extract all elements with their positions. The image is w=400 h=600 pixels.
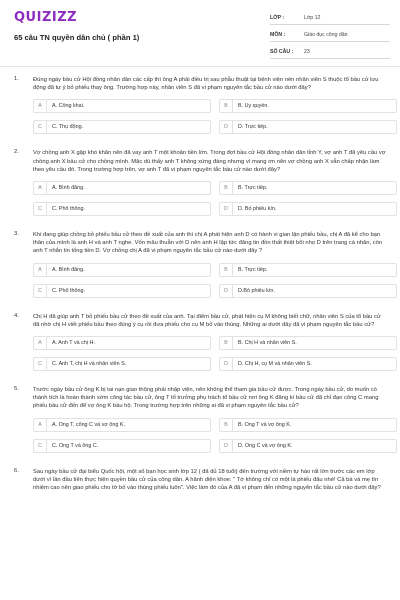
option-text: D. Chị H, cụ M và nhân viên S. — [238, 361, 312, 368]
option-letter: C — [34, 285, 47, 297]
question-1 — [0, 76, 400, 134]
worksheet-meta — [270, 12, 390, 63]
question-text: Trước ngày bầu cử ông K bị tai nạn giao thông phải nhập viện, nên không thể tham gia bầu cử được. Trong ngày bầu cử, do muốn có thành tích là hoàn thành sớm công tác bầu cử, ông T tổ trưởng phụ trách tổ bầu cử nơi ông K đăng kí bầu cử đã chỉ đạo công C mang phiếu bầu cử đến để vợ ông K bầu hộ. Trong trường hợp trên những ai đã vi phạm nguyên tắc bầu cử? — [33, 387, 379, 410]
question-number: 6. — [14, 467, 19, 474]
option-text: A. Công khai. — [52, 103, 85, 110]
question-text: Khi đang giúp chồng bỏ phiếu bầu cử theo đề xuất của anh thì chị A phát hiện anh D có hành vi gian lận phiếu bầu, chị A đã kể cho bạn thân của mình là anh H và anh T nghe. Vốn mâu thuẫn với D nên anh H lập tức đăng tin đồn thất thiệt bôi nhọ D trên trang cá nhân, còn anh T nhắn tin tống tiền D. Vợ chồng chị A đã vi phạm nguyên tắc bầu cử nào dưới đây ? — [33, 232, 383, 255]
question-number: 3. — [14, 231, 19, 238]
option-text: B. Ông T và vợ ông K. — [238, 421, 292, 428]
option-letter: B — [220, 264, 233, 276]
option-letter: D — [220, 440, 233, 452]
question-5 — [0, 386, 400, 453]
option-text: B. Trực tiếp. — [238, 266, 268, 273]
option-text: A. Bình đẳng. — [52, 266, 85, 273]
option-letter: B — [220, 182, 233, 194]
question-list — [0, 76, 400, 507]
option-a[interactable] — [33, 336, 211, 350]
option-letter: A — [34, 264, 47, 276]
option-c[interactable] — [33, 357, 211, 371]
option-a[interactable] — [33, 263, 211, 277]
subject-row — [270, 29, 390, 42]
option-text: C. Thụ động. — [52, 124, 84, 131]
option-letter: A — [34, 182, 47, 194]
subject-label: MÔN : — [270, 32, 286, 38]
option-text: A. Anh T và chị H. — [52, 340, 95, 347]
question-4 — [0, 313, 400, 371]
question-number: 4. — [14, 312, 19, 319]
option-letter: D — [220, 121, 233, 133]
count-row — [270, 46, 390, 59]
question-number: 5. — [14, 386, 19, 393]
option-text: B. Chị H và nhân viên S. — [238, 340, 297, 347]
option-letter: D — [220, 203, 233, 215]
option-letter: A — [34, 100, 47, 112]
option-text: D. Trực tiếp. — [238, 124, 268, 131]
option-a[interactable] — [33, 418, 211, 432]
option-text: D.Bỏ phiếu kín. — [238, 287, 275, 294]
option-d[interactable] — [219, 202, 397, 216]
answer-options — [33, 336, 386, 371]
option-letter: B — [220, 419, 233, 431]
option-text: C. Phổ thông. — [52, 287, 85, 294]
option-b[interactable] — [219, 99, 397, 113]
answer-options — [33, 181, 386, 216]
answer-options — [33, 418, 386, 453]
option-text: A. Ông T, công C và vợ ông K. — [52, 421, 125, 428]
subject-value: Giáo dục công dân — [304, 32, 348, 38]
option-c[interactable] — [33, 120, 211, 134]
question-2 — [0, 149, 400, 216]
option-d[interactable] — [219, 357, 397, 371]
option-letter: C — [34, 440, 47, 452]
option-letter: C — [34, 203, 47, 215]
option-text: B. Ủy quyền. — [238, 103, 269, 110]
worksheet-title: 65 câu TN quyền dân chủ ( phần 1) — [14, 33, 140, 42]
question-6 — [0, 468, 400, 493]
option-b[interactable] — [219, 336, 397, 350]
class-row — [270, 12, 390, 25]
count-value: 23 — [304, 49, 310, 55]
quizizz-logo: QUIZIZZ — [14, 10, 78, 25]
question-3 — [0, 231, 400, 298]
answer-options — [33, 99, 386, 134]
option-letter: D — [220, 358, 233, 370]
option-letter: C — [34, 121, 47, 133]
option-d[interactable] — [219, 439, 397, 453]
option-b[interactable] — [219, 263, 397, 277]
option-letter: B — [220, 100, 233, 112]
option-c[interactable] — [33, 439, 211, 453]
header-divider — [0, 66, 400, 67]
option-b[interactable] — [219, 181, 397, 195]
count-label: SỐ CÂU : — [270, 49, 294, 55]
option-text: C. Phổ thông. — [52, 206, 85, 213]
option-a[interactable] — [33, 181, 211, 195]
option-text: D. Ông C và vợ ông K. — [238, 442, 293, 449]
option-letter: A — [34, 337, 47, 349]
question-text: Chị H đã giúp anh T bỏ phiếu bầu cử theo đề xuất của anh. Tại điểm bầu cử, phát hiện cụ M không biết chữ, nhân viên S của tổ bầu cử đã nhờ chị H viết phiếu bầu theo đúng ý cụ rồi đưa phiếu cho cụ M bỏ vào thùng. Những ai dưới đây đã vi phạm nguyên tắc bầu cử? — [33, 313, 381, 328]
option-letter: C — [34, 358, 47, 370]
option-a[interactable] — [33, 99, 211, 113]
option-letter: D — [220, 285, 233, 297]
answer-options — [33, 263, 386, 298]
option-letter: A — [34, 419, 47, 431]
worksheet-header — [0, 0, 400, 62]
option-b[interactable] — [219, 418, 397, 432]
option-text: A. Bình đẳng. — [52, 185, 85, 192]
question-text: Sau ngày bầu cử đại biểu Quốc hội, một số bạn học sinh lớp 12 ( đã đủ 18 tuổi) đến trường với niềm tự hào rất lớn trước các em lớp dưới vì lần đầu tiên thực hiện quyền bầu cử của công dân. A hãnh diện khoe: " Tớ không chỉ có một lá phiếu đâu nhé! Cả bà và mẹ tín nhiệm cao nên giao phiếu cho tớ bỏ vào thùng phiếu luôn". Việc làm đó của A đã vi phạm đến những nguyên tắc bầu cử nào dưới đây? — [33, 468, 381, 492]
option-letter: B — [220, 337, 233, 349]
class-label: LỚP : — [270, 15, 285, 21]
question-text: Đúng ngày bầu cử Hội đồng nhân dân các cấp thì ông A phải điều trị sau phẫu thuật tại bệnh viện nên nhân viên S thuộc tổ bầu cử lưu động đã tự ý bỏ phiếu thay ông. Trường hợp này, nhân viên S đã vi phạm nguyên tắc bầu cử nào dưới đây? — [33, 77, 379, 92]
option-text: B. Trực tiếp. — [238, 185, 268, 192]
class-value: Lớp 12 — [304, 15, 321, 21]
option-d[interactable] — [219, 284, 397, 298]
option-text: C. Anh T, chị H và nhân viên S. — [52, 361, 127, 368]
question-text: Vợ chồng anh X gặp khó khăn nên đã vay anh T một khoản tiền lớn. Trong đợt bầu cử Hội đồng nhân dân tỉnh Y, vợ anh T đã yêu cầu vợ chồng anh X bầu cử cho chồng mình. Mặc dù thấy anh T không xứng đáng nhưng vì mang ơn nên vợ chồng anh X vẫn chấp nhận làm theo yêu cầu đó. Trong trường hợp trên, vợ anh T đã vi phạm nguyên tắc bầu cử nào dưới đây? — [33, 150, 386, 173]
option-c[interactable] — [33, 202, 211, 216]
option-d[interactable] — [219, 120, 397, 134]
question-number: 1. — [14, 76, 19, 82]
option-text: C. Ông T và ông C. — [52, 442, 99, 449]
question-number: 2. — [14, 149, 19, 156]
option-c[interactable] — [33, 284, 211, 298]
option-text: D. Bỏ phiếu kín. — [238, 206, 277, 213]
